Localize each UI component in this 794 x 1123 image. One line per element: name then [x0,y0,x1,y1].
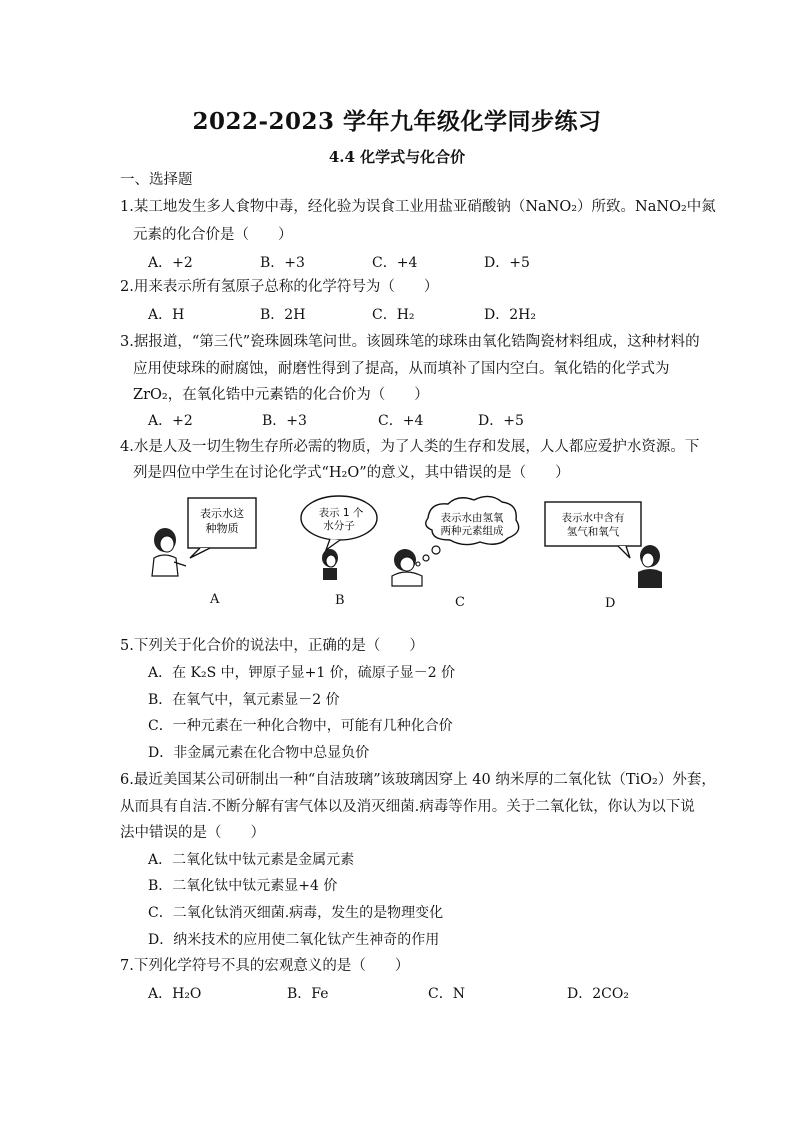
question-6-line-3: 法中错误的是（ ） [120,825,265,841]
question-7-option-a: A．H₂O [148,986,202,1002]
question-2-option-a: A．H [148,307,185,323]
question-6-line-1: 6.最近美国某公司研制出一种“自洁玻璃”该玻璃因穿上 40 纳米厚的二氧化钛（TiO₂）外套， [120,772,716,788]
student-c-figure [392,549,422,586]
student-b-figure [322,549,338,580]
bubble-a-line-1: 表示水这 [200,507,244,520]
bubble-c-line-1: 表示水由氢氧 [440,512,504,524]
bubble-d-line-2: 氢气和氧气 [566,526,620,538]
bubble-c-line-2: 两种元素组成 [440,525,504,537]
question-3-option-d: D．+5 [478,413,524,429]
question-7-option-b: B．Fe [287,986,329,1002]
question-5-option-b: B．在氧气中，氧元素显－2 价 [148,692,340,708]
speech-bubble-b [301,496,377,550]
figure-label-c: C [455,595,465,610]
question-6-line-2: 从而具有自洁.不断分解有害气体以及消灭细菌.病毒等作用。关于二氧化钛，你认为以下说 [120,799,695,815]
question-2-line-1: 2.用来表示所有氢原子总称的化学符号为（ ） [120,279,439,295]
question-1-option-a: A．+2 [148,255,193,271]
question-2-option-c: C．H₂ [372,307,415,323]
question-4-line-1: 4.水是人及一切生物生存所必需的物质，为了人类的生存和发展，人人都应爱护水资源。下 [120,439,700,455]
question-1-option-b: B．+3 [260,255,305,271]
speech-bubble-a [188,498,256,558]
question-3-option-c: C．+4 [378,413,424,429]
figure-label-d: D [605,596,616,611]
question-6-option-d: D．纳米技术的应用使二氧化钛产生神奇的作用 [148,932,440,948]
question-1-option-c: C．+4 [372,255,418,271]
question-2-option-b: B．2H [260,307,306,323]
question-6-option-c: C．二氧化钛消灭细菌.病毒，发生的是物理变化 [148,905,444,921]
question-5-option-c: C．一种元素在一种化合物中，可能有几种化合价 [148,718,453,734]
question-5-line-1: 5.下列关于化合价的说法中，正确的是（ ） [120,638,424,654]
document-subtitle: 4.4 化学式与化合价 [328,148,466,166]
question-2-option-d: D．2H₂ [484,307,536,323]
question-3-line-1: 3.据报道，“第三代”瓷珠圆珠笔问世。该圆珠笔的球珠由氧化锆陶瓷材料组成，这种材料的 [120,334,700,350]
question-3-option-b: B．+3 [262,413,307,429]
document-title: 2022-2023 学年九年级化学同步练习 [192,108,602,135]
question-7-line-1: 7.下列化学符号不具的宏观意义的是（ ） [120,958,410,974]
speech-bubble-d [545,502,641,558]
question-6-option-b: B．二氧化钛中钛元素显+4 价 [148,878,338,894]
question-1-option-d: D．+5 [484,255,530,271]
section-heading: 一、选择题 [120,172,193,188]
bubble-b-line-2: 水分子 [323,520,355,532]
question-4-illustration [140,492,680,614]
bubble-b-line-1: 表示 1 个 [318,507,364,519]
question-7-option-c: C．N [428,986,465,1002]
bubble-a-line-2: 种物质 [205,522,239,535]
question-3-line-3: ZrO₂，在氧化锆中元素锆的化合价为（ ） [133,387,429,403]
figure-label-b: B [335,593,345,608]
question-6-option-a: A．二氧化钛中钛元素是金属元素 [148,852,355,868]
student-a-figure [152,528,186,576]
question-1-line-1: 1.某工地发生多人食物中毒，经化验为误食工业用盐亚硝酸钠（NaNO₂）所致。NaNO₂中氮 [120,199,716,215]
bubble-d-line-1: 表示水中含有 [561,512,625,524]
question-1-line-2: 元素的化合价是（ ） [133,227,293,243]
student-d-figure [638,545,662,588]
question-7-option-d: D．2CO₂ [567,986,629,1002]
question-5-option-a: A．在 K₂S 中，钾原子显+1 价，硫原子显－2 价 [148,665,456,681]
thought-bubble-c [416,496,519,566]
question-3-option-a: A．+2 [148,413,193,429]
question-3-line-2: 应用使球珠的耐腐蚀，耐磨性得到了提高，从而填补了国内空白。氧化锆的化学式为 [133,361,670,377]
question-4-line-2: 列是四位中学生在讨论化学式“H₂O”的意义，其中错误的是（ ） [133,465,570,481]
figure-label-a: A [210,592,220,607]
question-5-option-d: D．非金属元素在化合物中总显负价 [148,745,370,761]
